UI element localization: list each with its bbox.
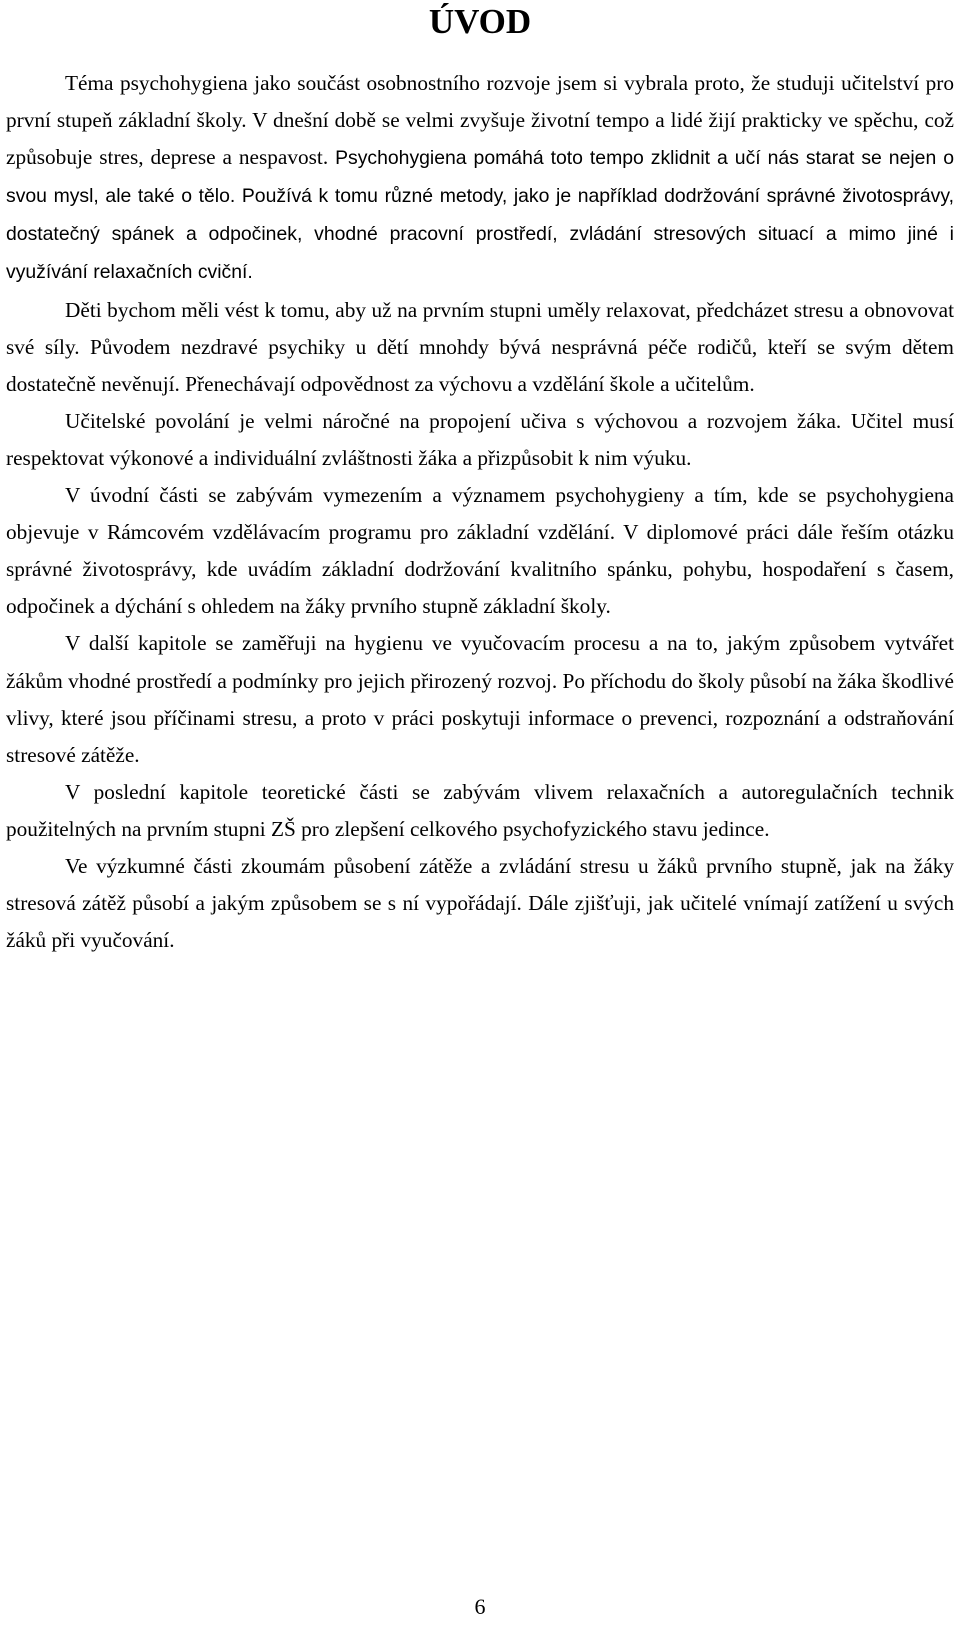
paragraph-next-chapter: V další kapitole se zaměřuji na hygienu ve vyučovacím procesu a na to, jakým způsobem vytvářet žákům vhodné prostředí a podmínky pro jejich přirozený rozvoj. Po příchodu do školy působí na žáka škodlivé vlivy, které jsou příčinami stresu, a proto v práci poskytuji informace o prevenci, rozpoznání a odstraňování stresové zátěže. — [6, 631, 954, 767]
paragraph-last-chapter: V poslední kapitole teoretické části se zabývám vlivem relaxačních a autoregulačních technik použitelných na prvním stupni ZŠ pro zlepšení celkového psychofyzického stavu jedince. — [6, 779, 954, 841]
paragraph-research: Ve výzkumné části zkoumám působení zátěže a zvládání stresu u žáků prvního stupně, jak na žáky stresová zátěž působí a jakým způsobem se s ní vypořádají. Dále zjišťuji, jak učitelé vnímají zatížení u svých žáků při vyučování. — [6, 853, 954, 953]
page-number: 6 — [474, 1594, 486, 1619]
body-text — [6, 65, 954, 959]
chapter-heading: ÚVOD — [428, 2, 532, 41]
paragraph-intro-sans: Psychohygiena pomáhá toto tempo zklidnit a učí nás starat se nejen o svou mysl, ale také o tělo. Používá k tomu různé metody, jako je například dodržování správné životosprávy, dostatečný spánek a odpočinek, vhodné pracovní prostředí, zvládání stresových situací a mimo jiné i využívání relaxačních cviční. — [6, 147, 954, 284]
paragraph-children: Děti bychom měli vést k tomu, aby už na prvním stupni uměly relaxovat, předcházet stresu a obnovovat své síly. Původem nezdravé psychiky u dětí mnohdy bývá nesprávná péče rodičů, kteří se svým dětem dostatečně nevěnují. Přenechávají odpovědnost za výchovu a vzdělání škole a učitelům. — [6, 297, 954, 396]
paragraph-intro-serif: Téma psychohygiena jako součást osobnostního rozvoje jsem si vybrala proto, že studuji učitelství pro první stupeň základní školy. V dnešní době se velmi zvyšuje životní tempo a lidé žijí prakticky ve spěchu, což způsobuje stres, deprese a nespavost. — [6, 71, 954, 170]
paragraph-teaching: Učitelské povolání je velmi náročné na propojení učiva s výchovou a rozvojem žáka. Učitel musí respektovat výkonové a individuální zvláštnosti žáka a přizpůsobit k nim výuku. — [6, 408, 954, 470]
paragraph-intro — [6, 65, 954, 292]
paragraph-intro-part: V úvodní části se zabývám vymezením a významem psychohygieny a tím, kde se psychohygiena objevuje v Rámcovém vzdělávacím programu pro základní vzdělání. V diplomové práci dále řeším otázku správné životosprávy, kde uvádím základní dodržování kvalitního spánku, pohybu, hospodaření s časem, odpočinek a dýchání s ohledem na žáky prvního stupně základní školy. — [6, 483, 954, 619]
